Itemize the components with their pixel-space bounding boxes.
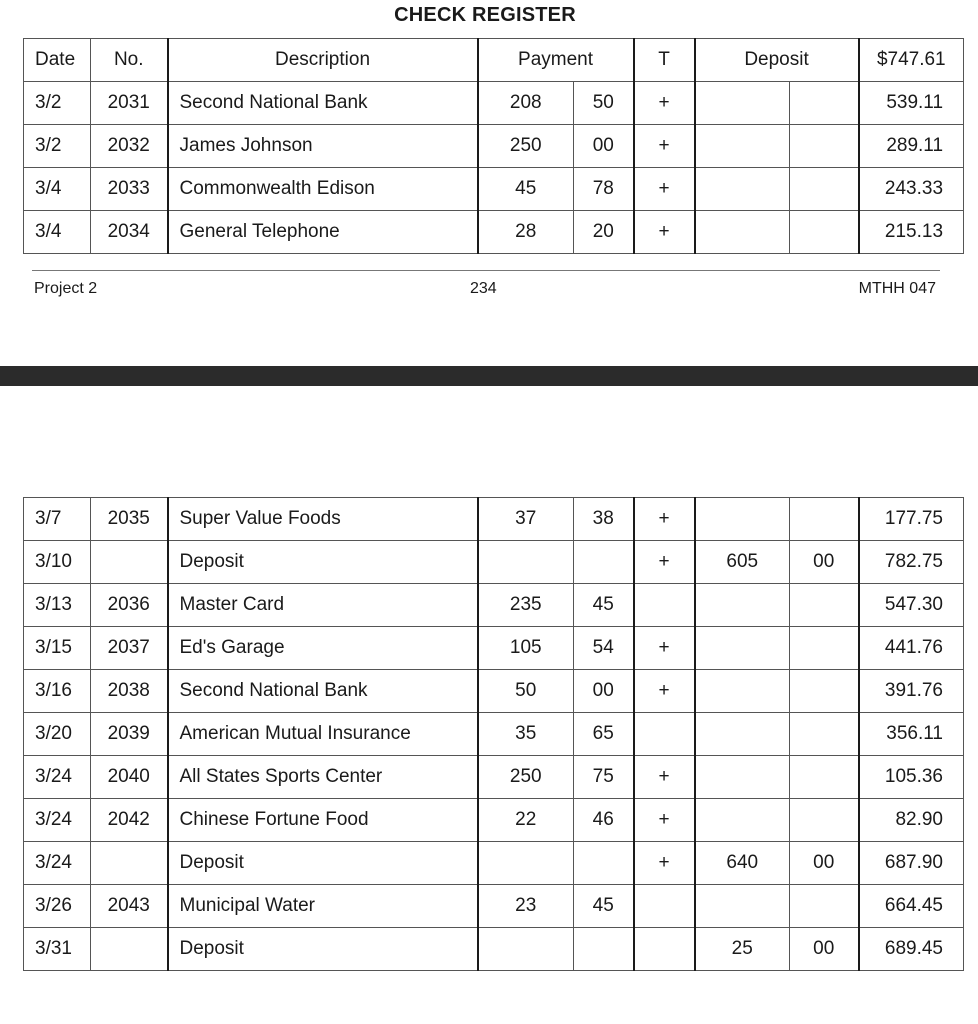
cell-description: Master Card [168,584,478,627]
cell-payment-cents: 38 [574,498,634,541]
cell-deposit-cents [790,82,859,125]
register-row [24,842,964,885]
cell-deposit-cents [790,168,859,211]
register-row [24,928,964,971]
cell-date: 3/2 [24,82,91,125]
cell-date: 3/2 [24,125,91,168]
cell-check-number [91,842,168,885]
register-header-row [24,39,964,82]
cell-t [634,885,695,928]
cell-deposit-cents: 00 [790,842,859,885]
header-payment: Payment [478,39,634,82]
cell-deposit-dollars [695,125,790,168]
cell-description: Deposit [168,842,478,885]
cell-deposit-cents [790,670,859,713]
cell-balance: 391.76 [859,670,964,713]
cell-deposit-cents [790,885,859,928]
cell-description: Commonwealth Edison [168,168,478,211]
cell-deposit-cents [790,756,859,799]
cell-check-number: 2037 [91,627,168,670]
cell-deposit-cents [790,713,859,756]
cell-payment-dollars: 105 [478,627,574,670]
header-description: Description [168,39,478,82]
cell-balance: 441.76 [859,627,964,670]
cell-date: 3/4 [24,168,91,211]
cell-t: + [634,125,695,168]
cell-date: 3/26 [24,885,91,928]
cell-check-number: 2043 [91,885,168,928]
cell-payment-dollars: 37 [478,498,574,541]
cell-payment-cents: 20 [574,211,634,254]
cell-balance: 664.45 [859,885,964,928]
cell-payment-dollars: 50 [478,670,574,713]
cell-check-number: 2035 [91,498,168,541]
cell-payment-cents: 00 [574,125,634,168]
check-register-table-bottom [23,497,964,971]
cell-payment-dollars: 22 [478,799,574,842]
cell-date: 3/24 [24,842,91,885]
cell-check-number: 2039 [91,713,168,756]
cell-balance: 689.45 [859,928,964,971]
cell-payment-dollars: 23 [478,885,574,928]
cell-deposit-cents [790,125,859,168]
cell-deposit-dollars [695,713,790,756]
header-no: No. [91,39,168,82]
cell-description: Second National Bank [168,670,478,713]
cell-payment-cents: 54 [574,627,634,670]
cell-t: + [634,756,695,799]
footer-page-number: 234 [470,280,497,297]
cell-balance: 177.75 [859,498,964,541]
cell-t [634,928,695,971]
cell-description: American Mutual Insurance [168,713,478,756]
footer-code: MTHH 047 [858,280,936,297]
cell-deposit-cents [790,627,859,670]
cell-t: + [634,498,695,541]
cell-deposit-dollars [695,627,790,670]
register-row [24,498,964,541]
cell-date: 3/13 [24,584,91,627]
cell-payment-dollars: 208 [478,82,574,125]
header-starting-balance: $747.61 [859,39,964,82]
cell-payment-cents: 75 [574,756,634,799]
cell-deposit-dollars: 25 [695,928,790,971]
cell-payment-cents: 65 [574,713,634,756]
cell-balance: 356.11 [859,713,964,756]
cell-payment-cents: 46 [574,799,634,842]
cell-payment-dollars: 235 [478,584,574,627]
register-row [24,713,964,756]
cell-deposit-cents [790,498,859,541]
cell-payment-cents [574,842,634,885]
cell-t: + [634,82,695,125]
cell-t: + [634,168,695,211]
cell-deposit-dollars [695,168,790,211]
cell-payment-dollars [478,541,574,584]
cell-description: James Johnson [168,125,478,168]
cell-check-number: 2040 [91,756,168,799]
cell-t: + [634,541,695,584]
register-row [24,670,964,713]
cell-description: Super Value Foods [168,498,478,541]
cell-deposit-cents: 00 [790,541,859,584]
cell-description: Deposit [168,541,478,584]
cell-deposit-dollars [695,885,790,928]
cell-t [634,713,695,756]
register-row [24,584,964,627]
cell-check-number: 2038 [91,670,168,713]
cell-check-number: 2031 [91,82,168,125]
cell-t: + [634,670,695,713]
cell-balance: 215.13 [859,211,964,254]
register-row [24,125,964,168]
cell-balance: 105.36 [859,756,964,799]
cell-check-number: 2032 [91,125,168,168]
register-row [24,168,964,211]
cell-payment-dollars [478,928,574,971]
cell-balance: 547.30 [859,584,964,627]
cell-balance: 82.90 [859,799,964,842]
cell-t: + [634,799,695,842]
cell-description: Chinese Fortune Food [168,799,478,842]
cell-payment-dollars [478,842,574,885]
cell-payment-dollars: 28 [478,211,574,254]
cell-t [634,584,695,627]
register-row [24,627,964,670]
cell-check-number: 2042 [91,799,168,842]
cell-check-number [91,541,168,584]
cell-deposit-dollars [695,82,790,125]
cell-date: 3/7 [24,498,91,541]
cell-t: + [634,842,695,885]
cell-date: 3/4 [24,211,91,254]
page-footer [32,270,940,297]
cell-description: Second National Bank [168,82,478,125]
cell-t: + [634,211,695,254]
cell-payment-cents: 78 [574,168,634,211]
register-row [24,885,964,928]
check-register-table-top [23,38,964,254]
register-row [24,756,964,799]
cell-payment-cents: 00 [574,670,634,713]
cell-deposit-dollars [695,498,790,541]
register-row [24,799,964,842]
cell-payment-cents: 45 [574,885,634,928]
cell-deposit-cents [790,584,859,627]
cell-date: 3/10 [24,541,91,584]
register-row [24,541,964,584]
cell-t: + [634,627,695,670]
cell-payment-cents: 45 [574,584,634,627]
cell-balance: 782.75 [859,541,964,584]
cell-deposit-cents [790,799,859,842]
cell-payment-cents [574,541,634,584]
header-deposit: Deposit [695,39,859,82]
cell-description: Municipal Water [168,885,478,928]
cell-deposit-dollars [695,211,790,254]
cell-date: 3/31 [24,928,91,971]
cell-deposit-dollars: 605 [695,541,790,584]
cell-date: 3/20 [24,713,91,756]
cell-date: 3/24 [24,756,91,799]
cell-balance: 289.11 [859,125,964,168]
cell-balance: 243.33 [859,168,964,211]
header-t: T [634,39,695,82]
cell-deposit-dollars [695,799,790,842]
cell-payment-dollars: 35 [478,713,574,756]
register-title: CHECK REGISTER [394,4,576,26]
cell-check-number: 2034 [91,211,168,254]
cell-description: Deposit [168,928,478,971]
cell-description: Ed's Garage [168,627,478,670]
cell-date: 3/24 [24,799,91,842]
cell-check-number [91,928,168,971]
footer-project: Project 2 [34,280,98,297]
cell-check-number: 2036 [91,584,168,627]
cell-deposit-dollars [695,584,790,627]
page-divider-bar [0,366,978,386]
cell-deposit-dollars [695,756,790,799]
cell-deposit-dollars [695,670,790,713]
cell-payment-cents [574,928,634,971]
cell-payment-dollars: 45 [478,168,574,211]
cell-deposit-dollars: 640 [695,842,790,885]
cell-check-number: 2033 [91,168,168,211]
cell-payment-dollars: 250 [478,125,574,168]
cell-deposit-cents [790,211,859,254]
register-row [24,211,964,254]
cell-date: 3/16 [24,670,91,713]
cell-payment-dollars: 250 [478,756,574,799]
cell-description: General Telephone [168,211,478,254]
cell-payment-cents: 50 [574,82,634,125]
cell-balance: 687.90 [859,842,964,885]
cell-balance: 539.11 [859,82,964,125]
cell-deposit-cents: 00 [790,928,859,971]
cell-description: All States Sports Center [168,756,478,799]
cell-date: 3/15 [24,627,91,670]
header-date: Date [24,39,91,82]
register-row [24,82,964,125]
